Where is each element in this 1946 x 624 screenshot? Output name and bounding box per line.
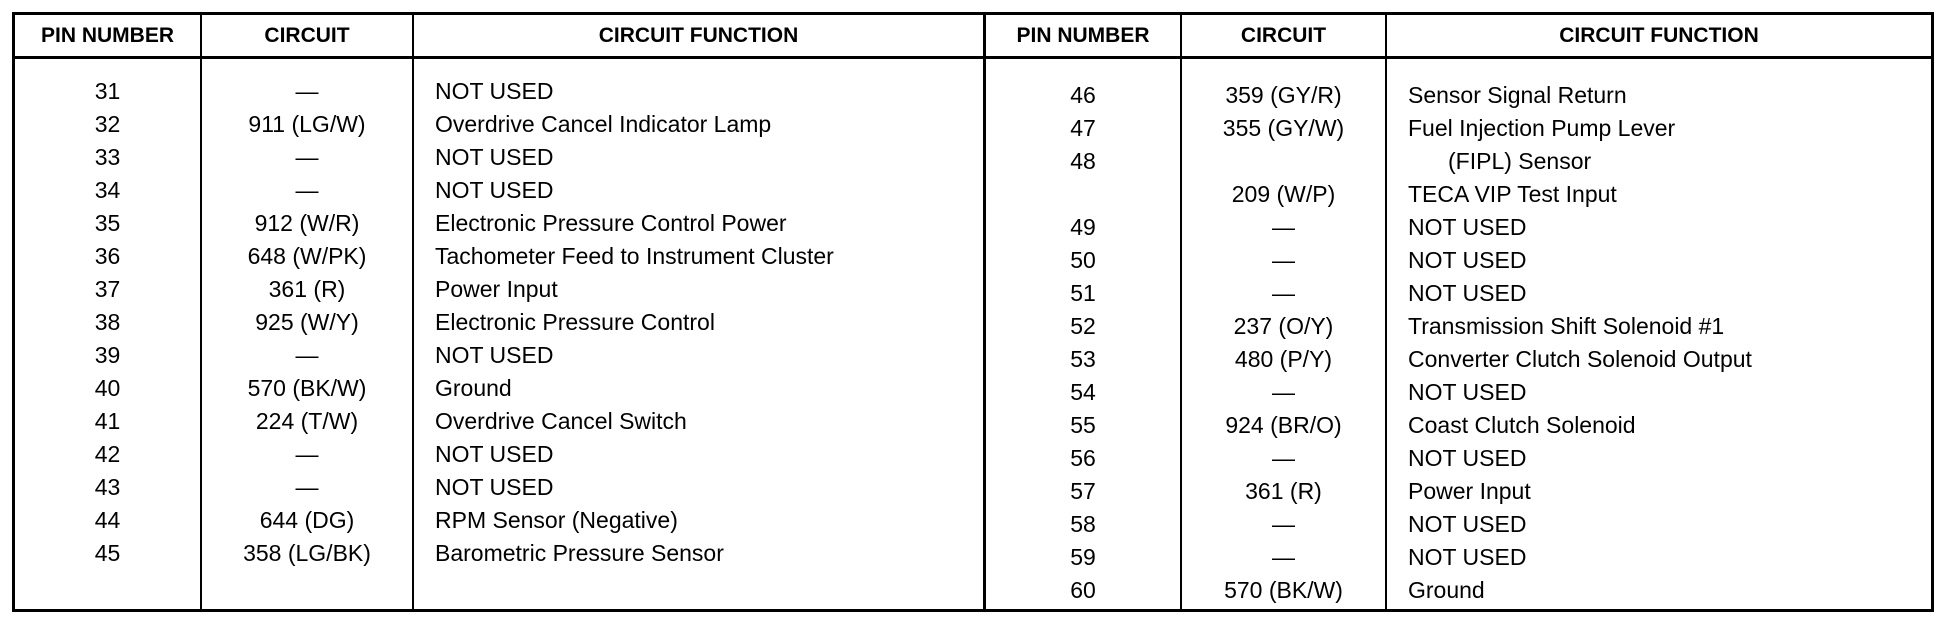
circuit-function: NOT USED	[1408, 445, 1527, 471]
pin-number: 46	[1070, 82, 1096, 108]
pin-number: 47	[1070, 115, 1096, 141]
circuit-code: 224 (T/W)	[255, 408, 359, 434]
pin-number: 50	[1070, 247, 1096, 273]
right-circuit-column	[1182, 79, 1385, 607]
pin-number: 52	[1070, 313, 1096, 339]
circuit-code: 359 (GY/R)	[1225, 82, 1342, 108]
circuit-code: —	[295, 441, 319, 467]
circuit-code: —	[1272, 511, 1295, 537]
circuit-function: NOT USED	[1408, 544, 1527, 570]
header-divider	[15, 56, 1931, 59]
pin-number: 53	[1070, 346, 1096, 372]
circuit-code: 361 (R)	[1245, 478, 1322, 504]
circuit-function: Overdrive Cancel Indicator Lamp	[435, 111, 772, 137]
pin-number: 48	[1070, 148, 1096, 174]
circuit-function: NOT USED	[435, 177, 554, 203]
right-function-column	[1408, 79, 1933, 607]
circuit-code: 570 (BK/W)	[247, 375, 367, 401]
circuit-code: 570 (BK/W)	[1224, 577, 1343, 603]
circuit-function: NOT USED	[1408, 379, 1527, 405]
circuit-function: Barometric Pressure Sensor	[435, 540, 724, 566]
pin-number: 33	[94, 144, 121, 170]
circuit-function: (FIPL) Sensor	[1448, 148, 1592, 174]
circuit-function: Transmission Shift Solenoid #1	[1408, 313, 1725, 339]
circuit-code: 912 (W/R)	[254, 210, 360, 236]
circuit-function: Power Input	[1408, 478, 1531, 504]
circuit-function: NOT USED	[1408, 511, 1527, 537]
circuit-code: 924 (BR/O)	[1225, 412, 1342, 438]
circuit-code: 925 (W/Y)	[255, 309, 359, 335]
circuit-code: —	[1272, 214, 1295, 240]
circuit-function: Fuel Injection Pump Lever	[1408, 115, 1676, 141]
pin-number: 45	[94, 540, 121, 566]
pin-number: 32	[94, 111, 121, 137]
pin-number: 51	[1070, 280, 1096, 306]
circuit-function: Converter Clutch Solenoid Output	[1408, 346, 1752, 372]
pin-number: 40	[94, 375, 121, 401]
pin-number: 56	[1070, 445, 1096, 471]
pin-number: 58	[1070, 511, 1096, 537]
header-pin-number-right: PIN NUMBER	[1016, 24, 1150, 47]
circuit-function: NOT USED	[1408, 247, 1527, 273]
circuit-code: —	[295, 144, 319, 170]
pin-number: 60	[1070, 577, 1096, 603]
pin-number: 35	[94, 210, 121, 236]
circuit-function: Ground	[1408, 577, 1485, 603]
circuit-code: 358 (LG/BK)	[243, 540, 371, 566]
circuit-function: Electronic Pressure Control Power	[435, 210, 787, 236]
pin-table	[12, 12, 1934, 612]
circuit-code: 644 (DG)	[259, 507, 355, 533]
circuit-code: —	[1272, 379, 1295, 405]
column-divider	[412, 15, 414, 609]
circuit-function: RPM Sensor (Negative)	[435, 507, 678, 533]
circuit-code: —	[295, 78, 319, 104]
circuit-code: 355 (GY/W)	[1222, 115, 1345, 141]
header-pin-number-left: PIN NUMBER	[40, 24, 174, 47]
circuit-function: Electronic Pressure Control	[435, 309, 715, 335]
circuit-code: —	[295, 474, 319, 500]
circuit-function: NOT USED	[435, 78, 554, 104]
header-circuit-right: CIRCUIT	[1240, 24, 1327, 47]
circuit-code: —	[1272, 544, 1295, 570]
circuit-function: NOT USED	[435, 144, 554, 170]
pin-number: 41	[94, 408, 121, 434]
right-pin-column	[986, 79, 1180, 607]
pin-number: 43	[94, 474, 121, 500]
pin-number: 39	[94, 342, 121, 368]
left-pin-column	[15, 75, 200, 570]
left-function-column	[435, 75, 980, 570]
circuit-function: TECA VIP Test Input	[1408, 181, 1617, 207]
header-circuit-function-right: CIRCUIT FUNCTION	[1559, 24, 1759, 47]
pin-number: 49	[1070, 214, 1096, 240]
circuit-function: NOT USED	[435, 441, 554, 467]
circuit-function: NOT USED	[435, 474, 554, 500]
circuit-function: Power Input	[435, 276, 558, 302]
circuit-code: 911 (LG/W)	[248, 111, 366, 137]
pin-number: 34	[94, 177, 121, 203]
circuit-function: Sensor Signal Return	[1408, 82, 1627, 108]
circuit-function: NOT USED	[435, 342, 554, 368]
pin-number: 55	[1070, 412, 1096, 438]
circuit-function: Coast Clutch Solenoid	[1408, 412, 1636, 438]
pin-number: 44	[94, 507, 121, 533]
pin-number: 57	[1070, 478, 1096, 504]
circuit-function: NOT USED	[1408, 280, 1527, 306]
pin-number: 42	[94, 441, 121, 467]
left-circuit-column	[202, 75, 412, 570]
circuit-code: 209 (W/P)	[1231, 181, 1336, 207]
pin-number: 31	[94, 78, 121, 104]
circuit-code: 648 (W/PK)	[247, 243, 367, 269]
circuit-code: 361 (R)	[268, 276, 346, 302]
circuit-code	[1182, 145, 1385, 178]
circuit-function: NOT USED	[1408, 214, 1527, 240]
circuit-function: Tachometer Feed to Instrument Cluster	[435, 243, 834, 269]
pin-number	[986, 178, 1180, 211]
column-divider	[1385, 15, 1387, 609]
circuit-code: —	[1272, 247, 1295, 273]
circuit-code: 480 (P/Y)	[1234, 346, 1333, 372]
pin-number: 36	[94, 243, 121, 269]
circuit-code: 237 (O/Y)	[1233, 313, 1334, 339]
circuit-code: —	[1272, 445, 1295, 471]
pin-number: 37	[94, 276, 121, 302]
circuit-function: Overdrive Cancel Switch	[435, 408, 687, 434]
circuit-code: —	[295, 342, 319, 368]
header-circuit-function-left: CIRCUIT FUNCTION	[598, 24, 799, 47]
circuit-function: Ground	[435, 375, 512, 401]
pin-number: 59	[1070, 544, 1096, 570]
pin-number: 54	[1070, 379, 1096, 405]
circuit-code: —	[295, 177, 319, 203]
header-circuit-left: CIRCUIT	[264, 24, 350, 47]
pin-number: 38	[94, 309, 121, 335]
circuit-code: —	[1272, 280, 1295, 306]
